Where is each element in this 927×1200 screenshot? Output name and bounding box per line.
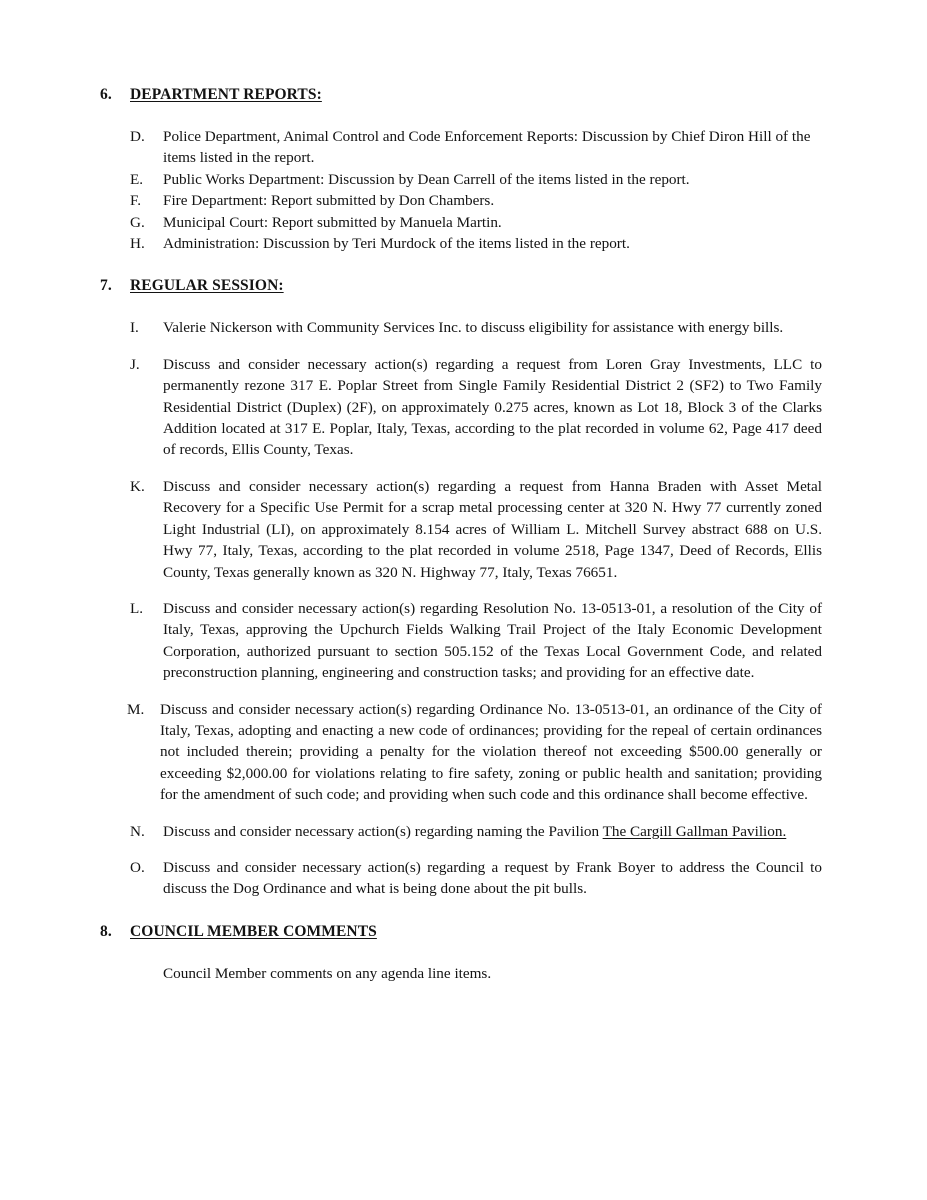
agenda-item-text: Administration: Discussion by Teri Murdock of the items listed in the report. xyxy=(163,235,630,253)
agenda-item-text: Municipal Court: Report submitted by Manuela Martin. xyxy=(163,213,502,231)
agenda-item xyxy=(100,317,822,338)
agenda-item-letter: M. xyxy=(127,700,145,718)
agenda-item xyxy=(100,354,822,461)
agenda-item-letter: K. xyxy=(130,477,145,495)
agenda-item-letter: L. xyxy=(130,599,144,617)
spacer xyxy=(100,684,822,699)
agenda-item-text: Discuss and consider necessary action(s) regarding a request from Loren Gray Investments, LLC to permanently rezone 317 E. Poplar Street from Single Family Residential District 2 (SF2) to Two Family Residential District (Duplex) (2F), on approximately 0.275 acres, known as Lot 18, Block 3 of the Clarks Addition located at 317 E. Poplar, Italy, Texas, according to the plat recorded in volume 62, Page 417 deed of records, Ellis County, Texas. xyxy=(163,355,822,459)
agenda-item xyxy=(100,857,822,900)
agenda-item xyxy=(100,233,822,254)
pavilion-name-underlined: The Cargill Gallman Pavilion. xyxy=(602,822,787,840)
agenda-content xyxy=(100,84,822,984)
agenda-item xyxy=(100,598,822,684)
section-number: 6. xyxy=(100,86,112,103)
agenda-item-text: Discuss and consider necessary action(s) regarding a request by Frank Boyer to address the Council to discuss the Dog Ordinance and what is being done about the pit bulls. xyxy=(163,858,822,898)
agenda-item-letter: F. xyxy=(130,192,142,210)
agenda-item-list-regular-session xyxy=(100,317,822,899)
section-title: COUNCIL MEMBER COMMENTS xyxy=(130,922,377,940)
section-heading-department-reports xyxy=(100,84,822,105)
spacer xyxy=(100,461,822,476)
council-comments-paragraph: Council Member comments on any agenda line items. xyxy=(163,964,492,982)
agenda-item xyxy=(100,821,822,842)
agenda-item-letter: O. xyxy=(130,858,145,876)
section-number: 7. xyxy=(100,277,112,295)
agenda-item-letter: E. xyxy=(130,170,144,188)
agenda-item-text: Public Works Department: Discussion by Dean Carrell of the items listed in the report. xyxy=(163,170,690,188)
spacer xyxy=(100,105,822,126)
spacer xyxy=(100,842,822,857)
spacer xyxy=(100,254,822,275)
section-heading-council-member-comments xyxy=(100,921,822,942)
agenda-item xyxy=(100,190,822,211)
agenda-item-letter: J. xyxy=(130,355,140,373)
agenda-item xyxy=(100,699,822,806)
section-heading-regular-session xyxy=(100,275,822,296)
agenda-item-letter: N. xyxy=(130,822,145,840)
spacer xyxy=(100,942,822,963)
agenda-item-text xyxy=(163,821,822,842)
agenda-item-letter: G. xyxy=(130,213,145,231)
agenda-item xyxy=(100,212,822,233)
agenda-item xyxy=(100,169,822,190)
agenda-item-text-lead: Discuss and consider necessary action(s) regarding naming the Pavilion xyxy=(163,822,603,840)
spacer xyxy=(100,296,822,317)
spacer xyxy=(100,339,822,354)
agenda-item-letter: D. xyxy=(130,128,145,145)
agenda-item xyxy=(100,476,822,583)
agenda-item-text: Discuss and consider necessary action(s) regarding Resolution No. 13-0513-01, a resolution of the City of Italy, Texas, approving the Upchurch Fields Walking Trail Project of the Italy Economic Development Corporation, authorized pursuant to section 505.152 of the Texas Local Government Code, and related preconstruction planning, engineering and construction tasks; and providing for an effective date. xyxy=(163,599,822,682)
agenda-item-letter: H. xyxy=(130,235,145,253)
section-number: 8. xyxy=(100,922,112,940)
spacer xyxy=(100,900,822,921)
agenda-item-letter: I. xyxy=(130,319,139,337)
agenda-item-text: Fire Department: Report submitted by Don Chambers. xyxy=(163,192,495,210)
spacer xyxy=(100,583,822,598)
section-title: DEPARTMENT REPORTS: xyxy=(130,86,322,103)
agenda-item-text: Police Department, Animal Control and Code Enforcement Reports: Discussion by Chief Diron Hill of the items listed in the report. xyxy=(163,128,811,167)
agenda-item-text: Discuss and consider necessary action(s) regarding Ordinance No. 13-0513-01, an ordinance of the City of Italy, Texas, adopting and enacting a new code of ordinances; providing for the repeal of certain ordinances not included therein; providing a penalty for the violation thereof not exceeding $500.00 generally or exceeding $2,000.00 for violations relating to fire safety, zoning or public health and sanitation; providing for the amendment of such code; and providing when such code and this ordinance shall become effective. xyxy=(160,700,822,804)
section-title: REGULAR SESSION: xyxy=(130,277,284,295)
spacer xyxy=(100,806,822,821)
agenda-item xyxy=(100,126,822,169)
agenda-item-text: Discuss and consider necessary action(s) regarding a request from Hanna Braden with Asset Metal Recovery for a Specific Use Permit for a scrap metal processing center at 320 N. Hwy 77 currently zoned Light Industrial (LI), on approximately 8.154 acres of William L. Mitchell Survey abstract 688 on U.S. Hwy 77, Italy, Texas, according to the plat recorded in volume 2518, Page 1347, Deed of Records, Ellis County, Texas generally known as 320 N. Highway 77, Italy, Texas 76651. xyxy=(163,477,822,581)
agenda-item-list-department-reports xyxy=(100,126,822,254)
agenda-item-text: Valerie Nickerson with Community Services Inc. to discuss eligibility for assistance with energy bills. xyxy=(163,319,784,337)
